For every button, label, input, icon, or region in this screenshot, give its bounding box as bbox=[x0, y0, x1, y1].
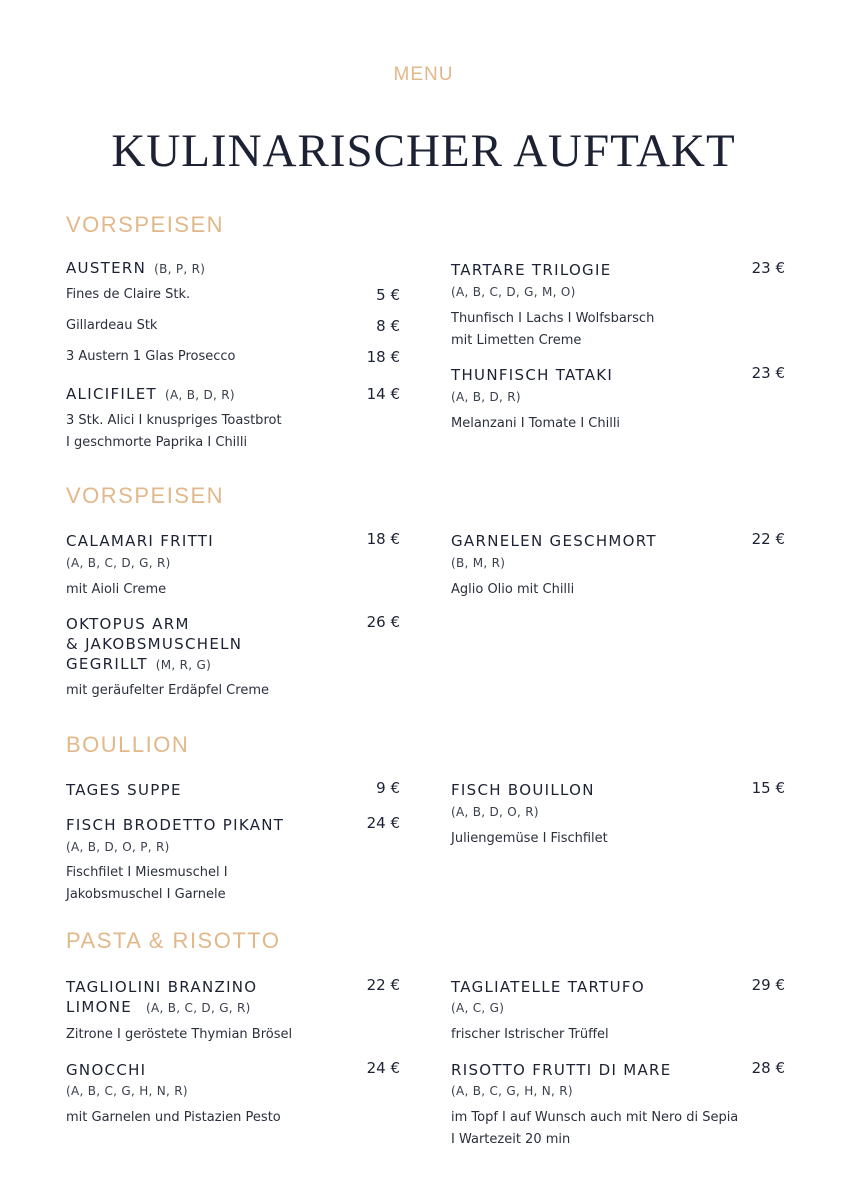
item-price: 9 € bbox=[376, 779, 400, 797]
item-name: RISOTTO FRUTTI DI MARE bbox=[451, 1061, 672, 1079]
item-name: GARNELEN GESCHMORT bbox=[451, 532, 657, 550]
variant-price: 8 € bbox=[376, 317, 400, 335]
item-name: OKTOPUS ARM bbox=[66, 615, 190, 633]
item-price: 24 € bbox=[366, 1059, 400, 1077]
item-allergens: (A, B, D, O, R) bbox=[451, 805, 539, 819]
item-allergens: (A, B, C, D, G, M, O) bbox=[451, 285, 576, 299]
item-allergens: (A, B, D, O, P, R) bbox=[66, 840, 170, 854]
item-price: 18 € bbox=[366, 530, 400, 548]
item-allergens: (B, M, R) bbox=[451, 556, 506, 570]
item-description: I Wartezeit 20 min bbox=[451, 1132, 571, 1147]
item-price: 29 € bbox=[751, 976, 785, 994]
section-title-vorspeisen-2: VORSPEISEN bbox=[66, 483, 225, 508]
item-price: 15 € bbox=[751, 779, 785, 797]
item-allergens: (A, B, C, D, G, R) bbox=[66, 556, 171, 570]
item-description: Zitrone I geröstete Thymian Brösel bbox=[66, 1027, 293, 1042]
item-description: Thunfisch I Lachs I Wolfsbarsch bbox=[451, 311, 655, 326]
item-price: 23 € bbox=[751, 259, 785, 277]
item-allergens: (A, B, C, G, H, N, R) bbox=[66, 1084, 188, 1098]
item-description: Melanzani I Tomate I Chilli bbox=[451, 416, 621, 431]
item-name: TAGLIATELLE TARTUFO bbox=[451, 978, 645, 996]
item-price: 22 € bbox=[751, 530, 785, 548]
item-allergens: (A, B, D, R) bbox=[165, 388, 235, 402]
item-description: mit Limetten Creme bbox=[451, 333, 582, 348]
item-name: FISCH BRODETTO PIKANT bbox=[66, 816, 285, 834]
item-price: 26 € bbox=[366, 613, 400, 631]
item-name: & JAKOBSMUSCHELN bbox=[66, 635, 243, 653]
item-price: 14 € bbox=[366, 385, 400, 403]
item-name: GNOCCHI bbox=[66, 1061, 147, 1079]
variant-label: Fines de Claire Stk. bbox=[66, 287, 191, 302]
item-name: TAGLIOLINI BRANZINO bbox=[66, 978, 258, 996]
variant-price: 18 € bbox=[366, 348, 400, 366]
item-description: frischer Istrischer Trüffel bbox=[451, 1027, 609, 1042]
item-allergens: (A, C, G) bbox=[451, 1001, 505, 1015]
item-description: im Topf I auf Wunsch auch mit Nero di Sepia bbox=[451, 1110, 739, 1125]
item-price: 28 € bbox=[751, 1059, 785, 1077]
item-name: ALICIFILET bbox=[66, 385, 157, 403]
section-title-boullion: BOULLION bbox=[66, 732, 190, 757]
section-title-vorspeisen: VORSPEISEN bbox=[66, 212, 225, 237]
item-name: TARTARE TRILOGIE bbox=[451, 261, 612, 279]
item-name: LIMONE bbox=[66, 998, 133, 1016]
item-description: Aglio Olio mit Chilli bbox=[451, 582, 575, 597]
item-description: Juliengemüse I Fischfilet bbox=[451, 831, 608, 846]
item-name: AUSTERN bbox=[66, 259, 147, 277]
item-allergens: (A, B, D, R) bbox=[451, 390, 521, 404]
item-description: Jakobsmuschel I Garnele bbox=[66, 887, 226, 902]
item-name: THUNFISCH TATAKI bbox=[451, 366, 614, 384]
section-title-pasta-risotto: PASTA & RISOTTO bbox=[66, 928, 281, 953]
item-description: mit Aioli Creme bbox=[66, 582, 167, 597]
item-name: GEGRILLT bbox=[66, 655, 148, 673]
item-description: I geschmorte Paprika I Chilli bbox=[66, 435, 248, 450]
item-name: FISCH BOUILLON bbox=[451, 781, 595, 799]
variant-price: 5 € bbox=[376, 286, 400, 304]
item-name: CALAMARI FRITTI bbox=[66, 532, 214, 550]
variant-label: Gillardeau Stk bbox=[66, 318, 158, 333]
item-allergens: (M, R, G) bbox=[155, 658, 212, 672]
variant-label: 3 Austern 1 Glas Prosecco bbox=[66, 349, 236, 364]
item-name: TAGES SUPPE bbox=[66, 781, 182, 799]
item-description: 3 Stk. Alici I knuspriges Toastbrot bbox=[66, 413, 282, 428]
item-allergens: (A, B, C, G, H, N, R) bbox=[451, 1084, 573, 1098]
item-price: 22 € bbox=[366, 976, 400, 994]
page-title: KULINARISCHER AUFTAKT bbox=[111, 125, 736, 177]
item-price: 24 € bbox=[366, 814, 400, 832]
item-description: mit Garnelen und Pistazien Pesto bbox=[66, 1110, 281, 1125]
menu-label: MENU bbox=[393, 64, 454, 85]
item-allergens: (B, P, R) bbox=[154, 262, 206, 276]
item-description: mit geräufelter Erdäpfel Creme bbox=[66, 683, 269, 698]
item-description: Fischfilet I Miesmuschel I bbox=[66, 865, 228, 880]
item-price: 23 € bbox=[751, 364, 785, 382]
item-allergens: (A, B, C, D, G, R) bbox=[146, 1001, 251, 1015]
